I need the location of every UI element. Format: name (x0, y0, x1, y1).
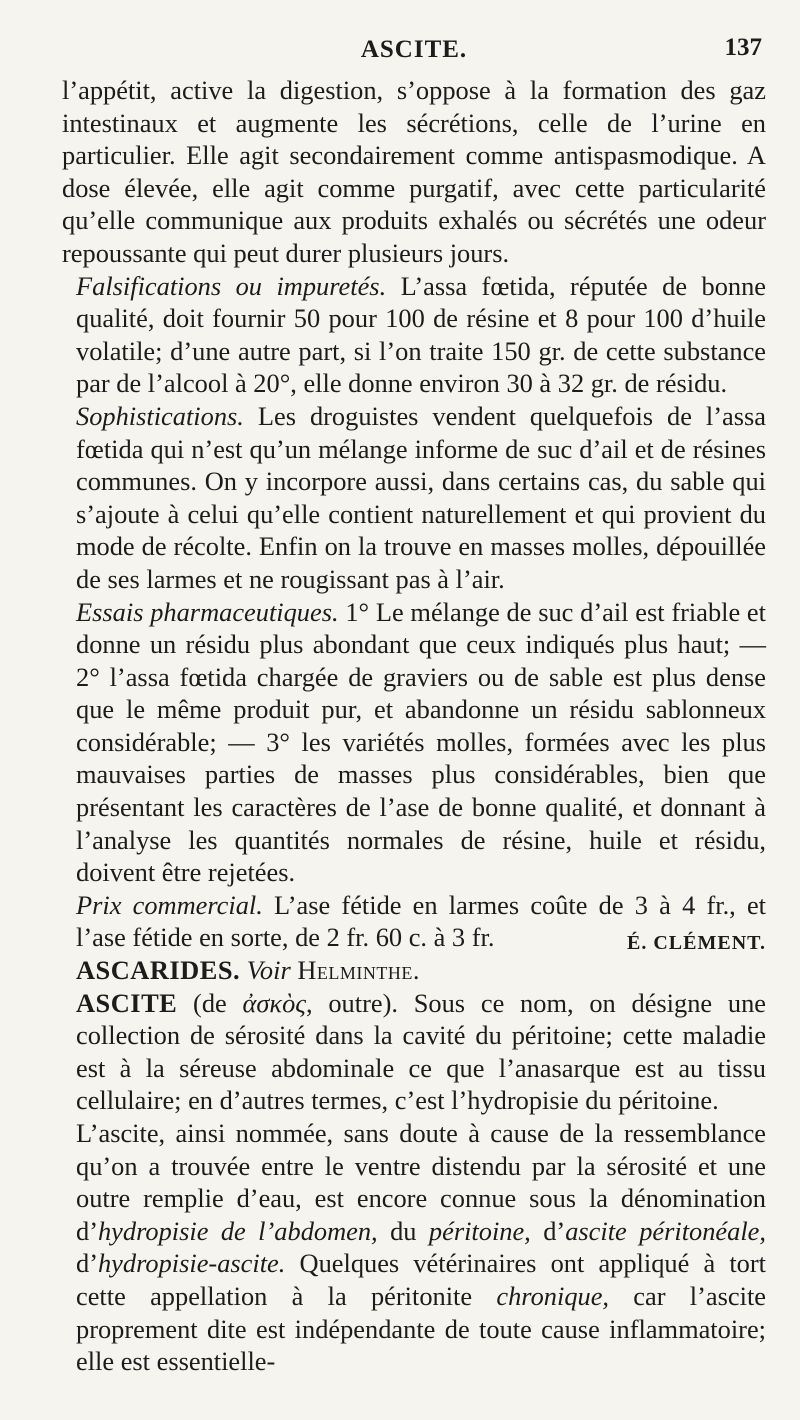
italic-term: ascite péritonéale, (565, 1215, 766, 1246)
sophistications-heading: Sophistications. (76, 400, 244, 431)
paragraph-falsifications (62, 270, 766, 400)
italic-term: hydropisie de l’abdomen, (97, 1215, 378, 1246)
falsifications-heading: Falsifications ou impuretés. (76, 270, 387, 301)
paragraph-continuation (62, 74, 766, 270)
ascite-intro: Sous ce nom, on désigne une collection de sérosité dans la cavité du péritoine; cette maladie est à la séreuse abdominale ce que l’anasarque est au tissu cellulaire; en d’autres termes, c’est l’hydropisie du péritoine. (76, 987, 766, 1116)
entry-ascite (62, 987, 766, 1117)
entry-term-ascarides: ASCARIDES. (76, 955, 241, 986)
entry-term-ascite: ASCITE (76, 987, 178, 1018)
etymology-open: (de (177, 987, 243, 1018)
paragraph-prix (62, 889, 766, 954)
greek-word: ἀσκὸς (242, 987, 306, 1018)
essais-heading: Essais pharmaceutiques. (76, 596, 339, 627)
paragraph-essais (62, 596, 766, 889)
text-span: Quelques vétérinaires ont appliqué à tort cette appellation à la péritonite (76, 1248, 766, 1311)
text-span: L’ascite, ainsi nommée, sans doute à cause de la ressemblance qu’on a trouvée entre le ventre distendu par la sérosité et une outre remplie d’eau, est encore connue sous la dénomination d’ (76, 1118, 766, 1246)
prix-text: L’ase fétide en larmes coûte de 3 à 4 fr., et l’ase fétide en sorte, de 2 fr. 60 c. à 3 fr. (76, 889, 767, 953)
body-text (62, 74, 766, 1378)
voir-label: Voir (246, 955, 291, 986)
prix-heading: Prix commercial. (76, 889, 263, 920)
author-signature: É. CLÉMENT. (627, 932, 766, 955)
text-span: car l’ascite proprement dite est indépendante de toute cause inflammatoire; elle est essentielle- (76, 1280, 767, 1377)
text-span: d’ (530, 1215, 566, 1246)
continuation-text: l’appétit, active la digestion, s’oppose à la formation des gaz intestinaux et augmente les sécrétions, celle de l’urine en particulier. Elle agit secondairement comme antispasmodique. A dose élevée, elle agit comme purgatif, avec cette particularité qu’elle communique aux produits exhalés ou sécrétés une odeur repoussante qui peut durer plusieurs jours. (62, 75, 766, 268)
running-header (62, 30, 766, 74)
page-number: 137 (724, 34, 762, 61)
italic-term: péritoine, (428, 1215, 531, 1246)
text-span: d’ (76, 1248, 98, 1279)
paragraph-ascite-names (62, 1117, 766, 1378)
essais-text: 1° Le mélange de suc d’ail est friable et donne un résidu plus abondant que ceux indiqués plus haut; — 2° l’assa fœtida chargée de graviers ou de sable est plus dense que le même produit pur, et abandonne un résidu sablonneux considérable; — 3° les variétés molles, formées avec les plus mauvaises parties de masses plus considérables, bien que présentant les caractères de l’ase de bonne qualité, et donnant à l’analyse les quantités normales de résine, huile et résidu, doivent être rejetées. (76, 596, 766, 888)
sophistications-text: Les droguistes vendent quelquefois de l’assa fœtida qui n’est qu’un mélange informe de suc d’ail et de résines communes. On y incorpore aussi, dans certains cas, du sable qui s’ajoute à celui qu’elle contient naturellement et qui provient du mode de récolte. Enfin on la trouve en masses molles, dépouillée de ses larmes et ne rougissant pas à l’air. (76, 400, 766, 594)
falsifications-text: L’assa fœtida, réputée de bonne qualité, doit fournir 50 pour 100 de résine et 8 pour 100 d’huile volatile; d’une autre part, si l’on traite 150 gr. de cette substance par de l’alcool à 20°, elle donne environ 30 à 32 gr. de résidu. (76, 270, 767, 399)
running-title: ASCITE. (360, 36, 468, 63)
text-span: du (377, 1215, 429, 1246)
paragraph-sophistications (62, 400, 766, 596)
italic-term: hydropisie-ascite. (97, 1248, 286, 1279)
etymology-close: , outre). (305, 987, 398, 1018)
italic-term: chronique, (496, 1280, 610, 1311)
cross-reference: Helminthe. (297, 955, 420, 986)
